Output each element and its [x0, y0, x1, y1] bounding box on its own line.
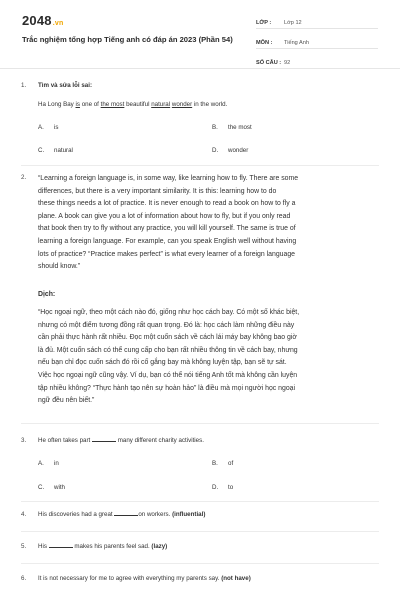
option-text: with — [54, 484, 66, 491]
meta-label: MÔN : — [256, 40, 273, 46]
passage-line: “Learning a foreign language is, in some way, like learning how to fly. There are some — [38, 175, 299, 182]
translation-line: nhưng có một điểm tương đồng rất quan trọng. Đó là: học cách làm những điều này — [38, 321, 295, 329]
underlined-is: is — [75, 101, 80, 108]
question-divider — [21, 423, 379, 424]
sentence-part: His discoveries had a great — [38, 511, 115, 518]
passage-line: these things needs a lot of practice. It is never enough to read a book on how to fly a — [38, 200, 296, 208]
meta-label: SỐ CÂU : — [256, 60, 282, 66]
translation-line: tập nhiều không? “Thực hành tạo nên sự hoàn hảo” là điều mà mọi người học ngoại — [38, 384, 296, 392]
option-text: the most — [228, 124, 252, 131]
question-sentence — [38, 101, 378, 110]
passage-line: that book then try to fly without any practice, you will kill yourself. The same is true of — [38, 225, 296, 233]
option-text: is — [54, 124, 59, 131]
question-sentence — [38, 575, 378, 584]
meta-row-class — [256, 14, 378, 29]
question-number: 6. — [21, 575, 27, 582]
passage-line: learning a foreign language. For example, can you speak English well without having — [38, 237, 297, 245]
translation-line: là đủ. Một cuốn sách có thể cung cấp cho bạn rất nhiều thông tin về cách bay, nhưng — [38, 346, 298, 354]
answer-blank[interactable] — [92, 441, 116, 442]
question-number: 3. — [21, 437, 27, 444]
logo-text: 2048 — [22, 13, 52, 28]
word-hint: (influential) — [172, 511, 206, 518]
option-letter: A. — [38, 460, 44, 467]
question-divider — [21, 501, 379, 502]
question-number: 4. — [21, 511, 27, 518]
site-logo[interactable] — [22, 13, 63, 28]
translation-text — [38, 307, 378, 408]
header-divider — [0, 68, 400, 69]
translation-line: “Học ngoại ngữ, theo một cách nào đó, giống như học cách bay. Có một số khác biệt, — [38, 309, 300, 316]
option-d[interactable] — [212, 484, 233, 491]
sentence-part: beautiful — [124, 101, 152, 108]
question-divider — [21, 563, 379, 564]
meta-row-count — [256, 54, 378, 69]
option-text: natural — [54, 147, 73, 154]
translation-line: ngữ đều nên biết.” — [38, 397, 95, 405]
option-c[interactable] — [38, 484, 65, 491]
question-number: 1. — [21, 82, 27, 89]
translation-label: Dịch: — [38, 291, 56, 298]
option-b[interactable] — [212, 460, 233, 467]
option-text: of — [228, 460, 234, 467]
meta-value: Tiếng Anh — [284, 40, 309, 46]
word-hint: (lazy) — [151, 543, 168, 550]
sentence-part: one of — [79, 101, 101, 108]
question-sentence — [38, 437, 378, 446]
meta-value: Lớp 12 — [284, 20, 302, 26]
option-a[interactable] — [38, 124, 58, 131]
sentence-part: in the world. — [192, 101, 228, 108]
option-letter: D. — [212, 147, 219, 154]
option-text: in — [54, 460, 59, 467]
option-letter: C. — [38, 484, 45, 491]
option-b[interactable] — [212, 124, 252, 131]
option-letter: B. — [212, 460, 218, 467]
option-text: to — [228, 484, 234, 491]
word-hint: (not have) — [221, 575, 251, 582]
passage-line: should know.” — [38, 263, 81, 271]
option-letter: A. — [38, 124, 44, 131]
option-d[interactable] — [212, 147, 248, 154]
passage-text — [38, 173, 378, 274]
option-c[interactable] — [38, 147, 73, 154]
question-sentence — [38, 511, 378, 520]
sentence-part: makes his parents feel sad. — [72, 543, 152, 550]
passage-line: differences, but there is a very important similarity. It is this: learning how to do — [38, 187, 277, 195]
document-title: Trắc nghiệm tổng hợp Tiếng anh có đáp án 2023 (Phần 54) — [22, 35, 233, 44]
option-letter: D. — [212, 484, 219, 491]
sentence-part: He often takes part — [38, 437, 92, 444]
sentence-part: His — [38, 543, 49, 550]
answer-blank[interactable] — [114, 515, 138, 516]
question-prompt: Tìm và sửa lỗi sai: — [38, 82, 93, 89]
question-divider — [21, 165, 379, 166]
underlined-natural: natural — [151, 101, 171, 108]
passage-line: plane. A book can give you a lot of information about how to fly, but if you only read — [38, 212, 291, 220]
answer-blank[interactable] — [49, 547, 73, 548]
question-divider — [21, 531, 379, 532]
question-number: 2. — [21, 174, 27, 181]
page-header — [0, 0, 400, 68]
sentence-part: on workers. — [138, 511, 173, 518]
meta-row-subject — [256, 34, 378, 49]
option-text: wonder — [228, 147, 249, 154]
translation-line: cần phải thực hành rất nhiều. Đọc một cuốn sách về cách lái máy bay không bao giờ — [38, 334, 297, 342]
logo-suffix: .vn — [52, 20, 64, 27]
sentence-part: many different charity activities. — [116, 437, 204, 444]
option-a[interactable] — [38, 460, 59, 467]
passage-line: lots of practice? “Practice makes perfect” is what every learner of a foreign language — [38, 250, 295, 258]
option-letter: C. — [38, 147, 45, 154]
meta-value: 92 — [284, 60, 291, 66]
option-letter: B. — [212, 124, 218, 131]
translation-line: Việc học ngoại ngữ cũng vậy. Ví dụ, bạn có thể nói tiếng Anh tốt mà không cần luyện — [38, 371, 298, 379]
underlined-wonder: wonder — [171, 101, 193, 108]
underlined-the-most: the most — [100, 101, 125, 108]
translation-line: nếu bạn chỉ đọc cuốn sách đó rồi cố gắng bay mà không luyện tập, bạn sẽ tự sát. — [38, 359, 287, 367]
sentence-part: Ha Long Bay — [38, 101, 76, 108]
meta-box — [256, 14, 378, 74]
meta-label: LỚP : — [256, 20, 272, 26]
question-sentence — [38, 543, 378, 552]
sentence-part: It is not necessary for me to agree with everything my parents say. — [38, 575, 222, 582]
question-number: 5. — [21, 543, 27, 550]
